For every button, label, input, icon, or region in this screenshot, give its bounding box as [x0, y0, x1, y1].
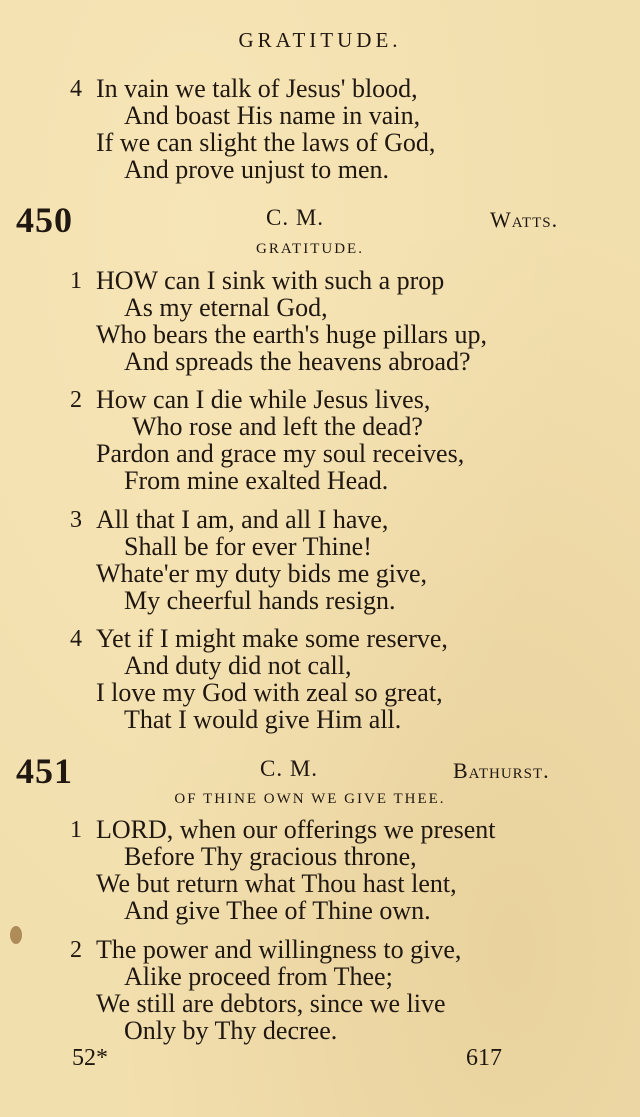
verse-line: The power and willingness to give, — [96, 935, 462, 964]
verse-line: We but return what Thou hast lent, — [96, 869, 457, 898]
verse-line: And spreads the heavens abroad? — [124, 347, 471, 376]
verse-line: I love my God with zeal so great, — [96, 678, 443, 707]
verse-line: Who bears the earth's huge pillars up, — [96, 320, 487, 349]
ink-stain — [10, 926, 22, 944]
verse-line: And give Thee of Thine own. — [124, 896, 431, 925]
verse-number: 2 — [70, 937, 82, 963]
verse-line: That I would give Him all. — [124, 705, 402, 734]
verse-line: And boast His name in vain, — [124, 101, 421, 130]
verse-line: Pardon and grace my soul receives, — [96, 439, 465, 468]
verse-line: Shall be for ever Thine! — [124, 532, 372, 561]
verse-line: All that I am, and all I have, — [96, 505, 389, 534]
verse-line: As my eternal God, — [124, 293, 328, 322]
running-head: GRATITUDE. — [238, 28, 402, 52]
hymn-author: Watts. — [490, 207, 559, 232]
verse-line: We still are debtors, since we live — [96, 989, 446, 1018]
verse-number: 1 — [70, 268, 82, 294]
page-number: 617 — [466, 1045, 502, 1071]
verse-line: Before Thy gracious throne, — [124, 842, 417, 871]
signature-mark: 52* — [72, 1045, 108, 1071]
verse-line: And prove unjust to men. — [124, 155, 390, 184]
hymn-number: 451 — [16, 751, 73, 791]
verse-line: Yet if I might make some reserve, — [96, 624, 448, 653]
verse-line: From mine exalted Head. — [124, 466, 389, 495]
verse-line: LORD, when our offerings we present — [96, 815, 496, 844]
hymn-number: 450 — [16, 200, 73, 240]
verse-line: And duty did not call, — [124, 651, 352, 680]
verse-line: Only by Thy decree. — [124, 1016, 338, 1045]
verse-line: My cheerful hands resign. — [124, 586, 396, 615]
verse-line: If we can slight the laws of God, — [96, 128, 436, 157]
verse-line: Who rose and left the dead? — [132, 412, 423, 441]
hymn-author: Bathurst. — [453, 758, 550, 783]
verse-line: Alike proceed from Thee; — [124, 962, 393, 991]
hymn-meter: C. M. — [266, 205, 325, 230]
hymn-meter: C. M. — [260, 756, 319, 781]
hymn-title: OF THINE OWN WE GIVE THEE. — [174, 791, 446, 807]
verse-number: 2 — [70, 387, 82, 413]
verse-number: 3 — [70, 507, 82, 533]
verse-line: HOW can I sink with such a prop — [96, 266, 445, 295]
verse-line: Whate'er my duty bids me give, — [96, 559, 428, 588]
verse-number: 1 — [70, 817, 82, 843]
verse-number: 4 — [70, 626, 82, 652]
verse-number: 4 — [70, 76, 82, 102]
verse-line: In vain we talk of Jesus' blood, — [96, 74, 418, 103]
verse-line: How can I die while Jesus lives, — [96, 385, 431, 414]
hymn-title: GRATITUDE. — [256, 241, 364, 257]
